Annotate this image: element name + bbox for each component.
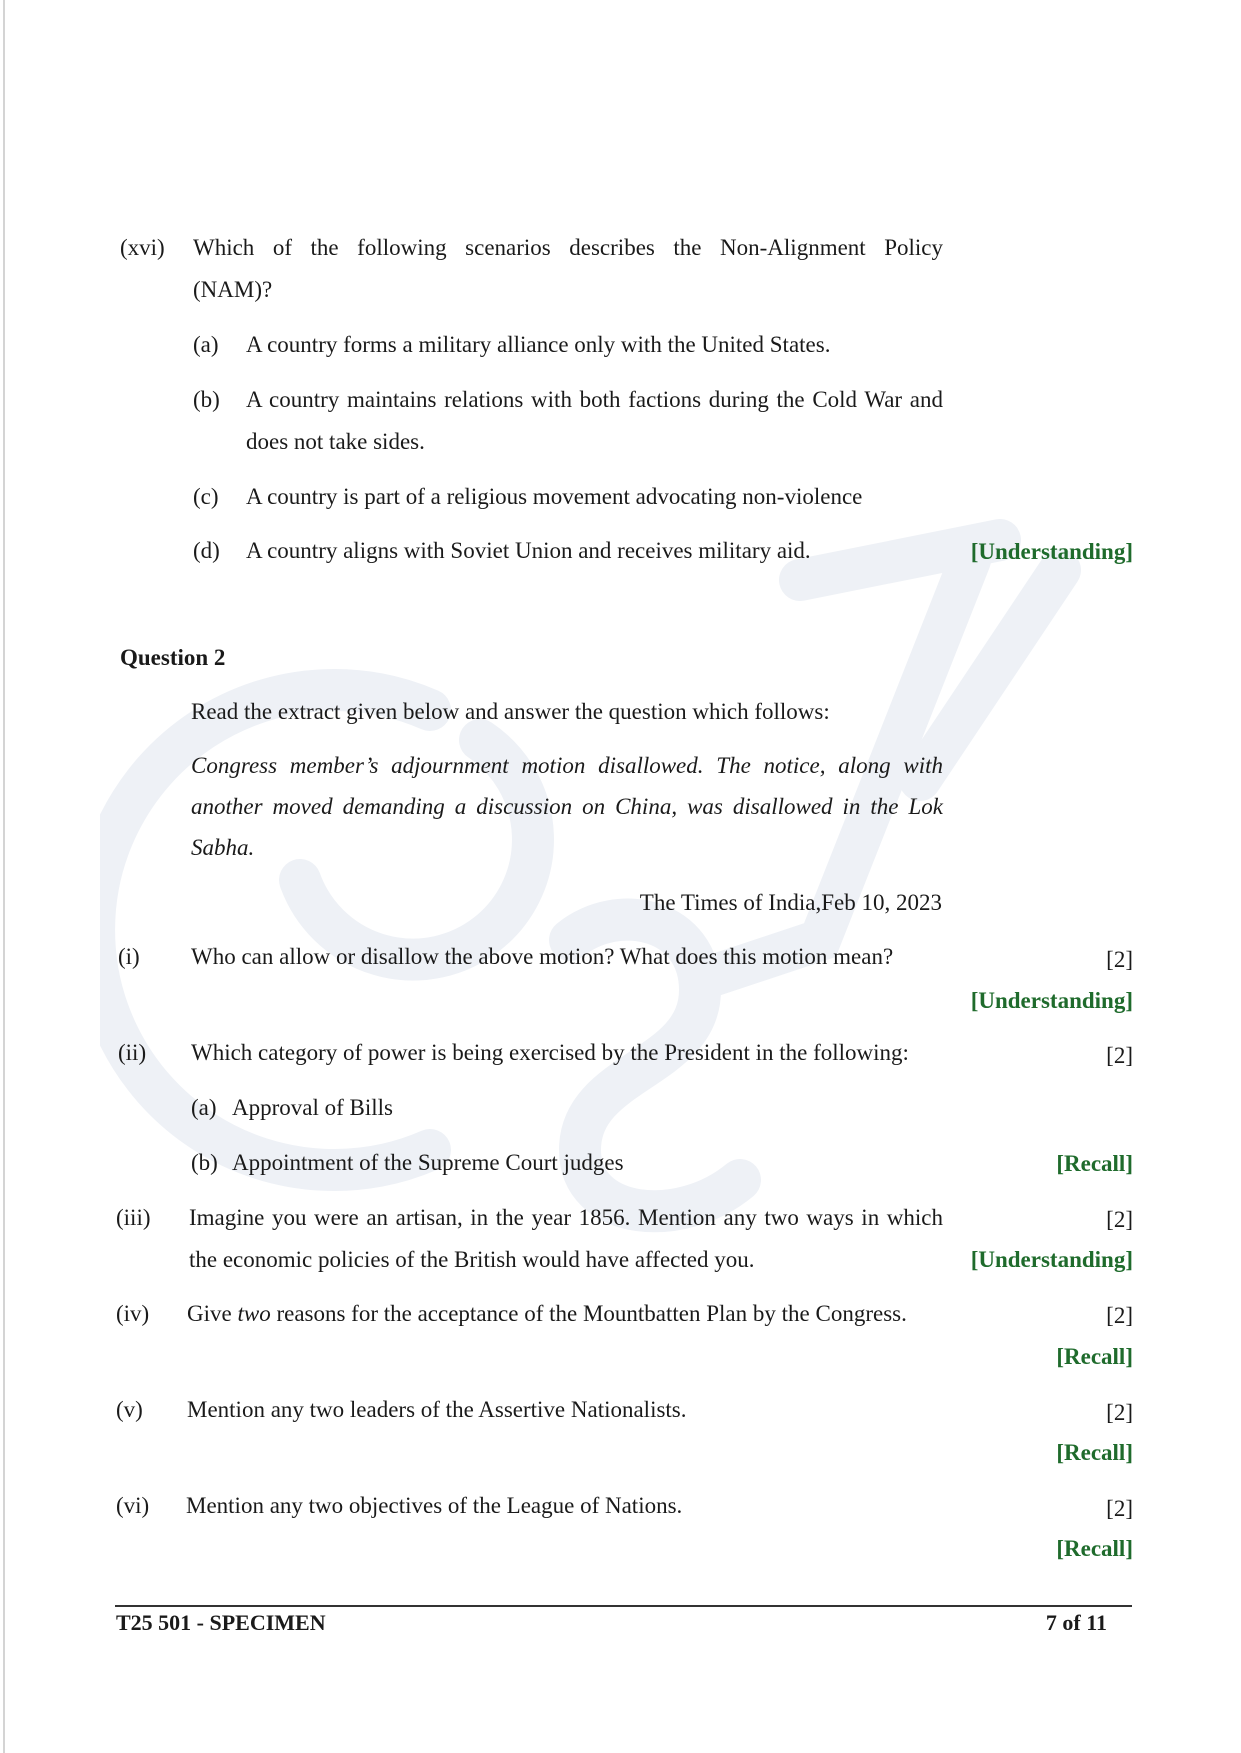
cognitive-level-tag: [Understanding] xyxy=(970,988,1133,1013)
marks-badge: [2] xyxy=(1106,1303,1133,1328)
marks-badge: [2] xyxy=(1106,1400,1133,1425)
extract-instruction: Read the extract given below and answer the question which follows: xyxy=(191,699,830,724)
question-2-heading: Question 2 xyxy=(120,645,226,670)
sub-option-text: Appointment of the Supreme Court judges xyxy=(232,1150,624,1175)
cognitive-level-tag: [Recall] xyxy=(1056,1151,1133,1176)
option-label: (b) xyxy=(193,387,220,412)
extract-line-1: Congress member’s adjournment motion disallowed. The notice, along with xyxy=(191,753,943,778)
cognitive-level-tag: [Recall] xyxy=(1056,1344,1133,1369)
question-text-emphasis: two xyxy=(237,1301,271,1326)
question-number: (iv) xyxy=(116,1301,150,1326)
extract-line-2: another moved demanding a discussion on China, was disallowed in the Lok xyxy=(191,794,943,819)
cognitive-level-tag: [Recall] xyxy=(1056,1440,1133,1465)
option-label: (d) xyxy=(193,538,220,563)
question-number: (iii) xyxy=(116,1205,151,1230)
sub-option-text: Approval of Bills xyxy=(232,1095,393,1120)
question-xvi-text-line-1: Which of the following scenarios describes the Non-Alignment Policy xyxy=(193,235,943,260)
page-number: 7 of 11 xyxy=(1045,1610,1107,1635)
option-text: A country is part of a religious movement advocating non-violence xyxy=(246,484,863,509)
question-number: (i) xyxy=(118,944,140,969)
sub-option-label: (b) xyxy=(191,1150,218,1175)
sub-option-label: (a) xyxy=(191,1095,217,1120)
question-number: (ii) xyxy=(118,1040,147,1065)
cognitive-level-tag: [Understanding] xyxy=(970,539,1133,564)
question-text: Who can allow or disallow the above motion? What does this motion mean? xyxy=(191,944,894,969)
option-text: A country maintains relations with both factions during the Cold War and xyxy=(246,387,943,412)
question-xvi-text-line-2: (NAM)? xyxy=(193,277,273,302)
cognitive-level-tag: [Recall] xyxy=(1056,1536,1133,1561)
option-text: does not take sides. xyxy=(246,429,425,454)
extract-line-3: Sabha. xyxy=(191,835,255,860)
option-text: A country aligns with Soviet Union and receives military aid. xyxy=(246,538,811,563)
question-text xyxy=(187,1299,907,1329)
marks-badge: [2] xyxy=(1106,947,1133,972)
footer-divider xyxy=(115,1605,1132,1607)
option-text: A country forms a military alliance only with the United States. xyxy=(246,332,831,357)
question-text: Imagine you were an artisan, in the year 1856. Mention any two ways in which xyxy=(189,1205,943,1230)
question-text-part: Give xyxy=(187,1301,238,1326)
page-edge xyxy=(3,0,5,1753)
option-label: (c) xyxy=(193,484,219,509)
extract-source: The Times of India,Feb 10, 2023 xyxy=(639,890,942,915)
cognitive-level-tag: [Understanding] xyxy=(970,1247,1133,1272)
question-text: Which category of power is being exercised by the President in the following: xyxy=(191,1040,909,1065)
question-number: (v) xyxy=(116,1397,143,1422)
marks-badge: [2] xyxy=(1106,1496,1133,1521)
question-text: Mention any two objectives of the League of Nations. xyxy=(186,1493,683,1518)
question-text: the economic policies of the British would have affected you. xyxy=(189,1247,755,1272)
question-number: (vi) xyxy=(116,1493,150,1518)
paper-code: T25 501 - SPECIMEN xyxy=(116,1610,326,1635)
question-number-xvi: (xvi) xyxy=(120,235,165,260)
question-text: Mention any two leaders of the Assertive Nationalists. xyxy=(187,1397,687,1422)
marks-badge: [2] xyxy=(1106,1207,1133,1232)
marks-badge: [2] xyxy=(1106,1043,1133,1068)
option-label: (a) xyxy=(193,332,219,357)
question-text-part: reasons for the acceptance of the Mountbatten Plan by the Congress. xyxy=(270,1301,907,1326)
